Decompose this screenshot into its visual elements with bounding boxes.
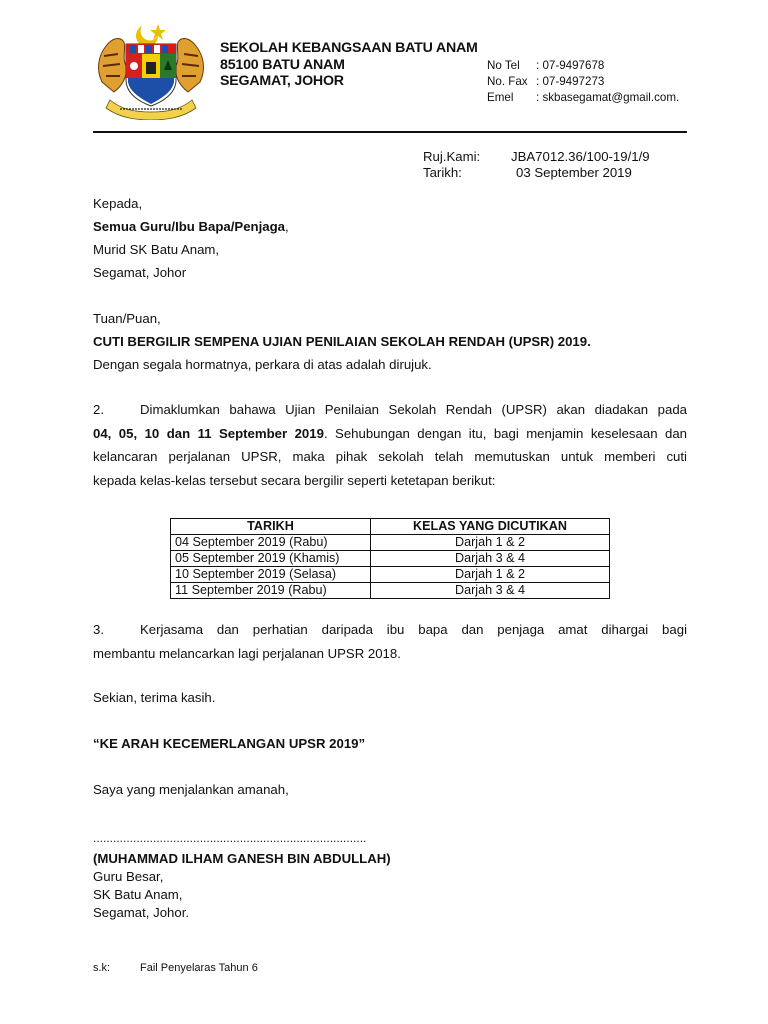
salutation: Tuan/Puan, [93,311,161,326]
kepada: Kepada, [93,196,143,211]
school-name: SEKOLAH KEBANGSAAN BATU ANAM [220,40,478,56]
contact-label: No Tel [487,59,520,72]
school-address-line1: 85100 BATU ANAM [220,56,345,73]
table-cell-class: Darjah 1 & 2 [371,535,610,551]
cc-label: s.k: [93,962,111,974]
reference-block [423,149,650,181]
motto: “KE ARAH KECEMERLANGAN UPSR 2019” [93,736,366,751]
para2-line3: kelancaran perjalanan UPSR, maka pihak sekolah telah memutuskan untuk memberi cuti [93,449,687,464]
table-row [171,551,610,567]
ruj-label: Ruj.Kami: [423,149,481,164]
recipient-line1 [93,219,289,234]
recipient-line3: Segamat, Johor [93,265,187,280]
tarikh-value: 03 September 2019 [516,165,632,180]
para3-line1: 3. Kerjasama dan perhatian daripada ibu bapa dan penjaga amat dihargai bagi [93,618,687,642]
contact-value: : 07-9497678 [536,59,605,72]
paragraph-2 [93,398,687,492]
recipient-line2: Murid SK Batu Anam, [93,242,220,257]
intro-text: Dengan segala hormatnya, perkara di atas adalah dirujuk. [93,357,432,372]
para2-dates: 04, 05, 10 dan 11 September 2019 [93,425,324,441]
para3-number: 3. [93,622,104,637]
signatory-school: SK Batu Anam, [93,887,183,902]
cc-line [93,962,258,974]
table-header: TARIKH [171,519,371,535]
table-header: KELAS YANG DICUTIKAN [371,519,610,535]
signatory-name: (MUHAMMAD ILHAM GANESH BIN ABDULLAH) [93,851,391,866]
para2-line4: kepada kelas-kelas tersebut secara bergilir seperti ketetapan berikut: [93,472,496,488]
para2-number: 2. [93,402,104,417]
contact-value: : 07-9497273 [536,75,605,88]
table-cell-date: 10 September 2019 (Selasa) [171,567,371,583]
table-row [171,583,610,599]
table-row [171,567,610,583]
contact-block [487,58,679,106]
para3-line2: membantu melancarkan lagi perjalanan UPSR 2018. [93,645,401,661]
para2-line2: 04, 05, 10 dan 11 September 2019. Sehubungan dengan itu, bagi menjamin keselesaan dan [93,425,687,441]
ruj-value: JBA7012.36/100-19/1/9 [511,149,650,164]
table-header-row [171,519,610,535]
table-cell-date: 11 September 2019 (Rabu) [171,583,371,599]
coat-of-arms-icon [92,20,210,120]
subject: CUTI BERGILIR SEMPENA UJIAN PENILAIAN SEKOLAH RENDAH (UPSR) 2019. [93,334,591,349]
signatory-title: Guru Besar, [93,869,164,884]
recipient-bold: Semua Guru/Ibu Bapa/Penjaga [93,219,285,234]
schedule-table [170,518,610,599]
cc-value: Fail Penyelaras Tahun 6 [140,962,258,974]
table-cell-class: Darjah 3 & 4 [371,551,610,567]
contact-label: No. Fax [487,75,528,88]
para2-line1: 2. Dimaklumkan bahawa Ujian Penilaian Sekolah Rendah (UPSR) akan diadakan pada [93,398,687,422]
table-row [171,535,610,551]
contact-email [487,90,679,106]
paragraph-3 [93,618,687,665]
table-cell-date: 04 September 2019 (Rabu) [171,535,371,551]
contact-label: Emel [487,91,514,104]
table-cell-class: Darjah 1 & 2 [371,567,610,583]
recipient-comma: , [285,219,289,234]
header-divider [93,131,687,133]
contact-fax [487,74,679,90]
tarikh-label: Tarikh: [423,165,462,180]
school-header [220,40,478,90]
contact-value: : skbasegamat@gmail.com. [536,91,680,104]
closing: Sekian, terima kasih. [93,690,216,705]
contact-tel [487,58,679,74]
school-address-line2: SEGAMAT, JOHOR [220,73,344,89]
table-cell-date: 05 September 2019 (Khamis) [171,551,371,567]
table-cell-class: Darjah 3 & 4 [371,583,610,599]
amanah-line: Saya yang menjalankan amanah, [93,782,289,797]
signatory-place: Segamat, Johor. [93,905,190,920]
signature-line: .................................................................................. [93,831,367,845]
